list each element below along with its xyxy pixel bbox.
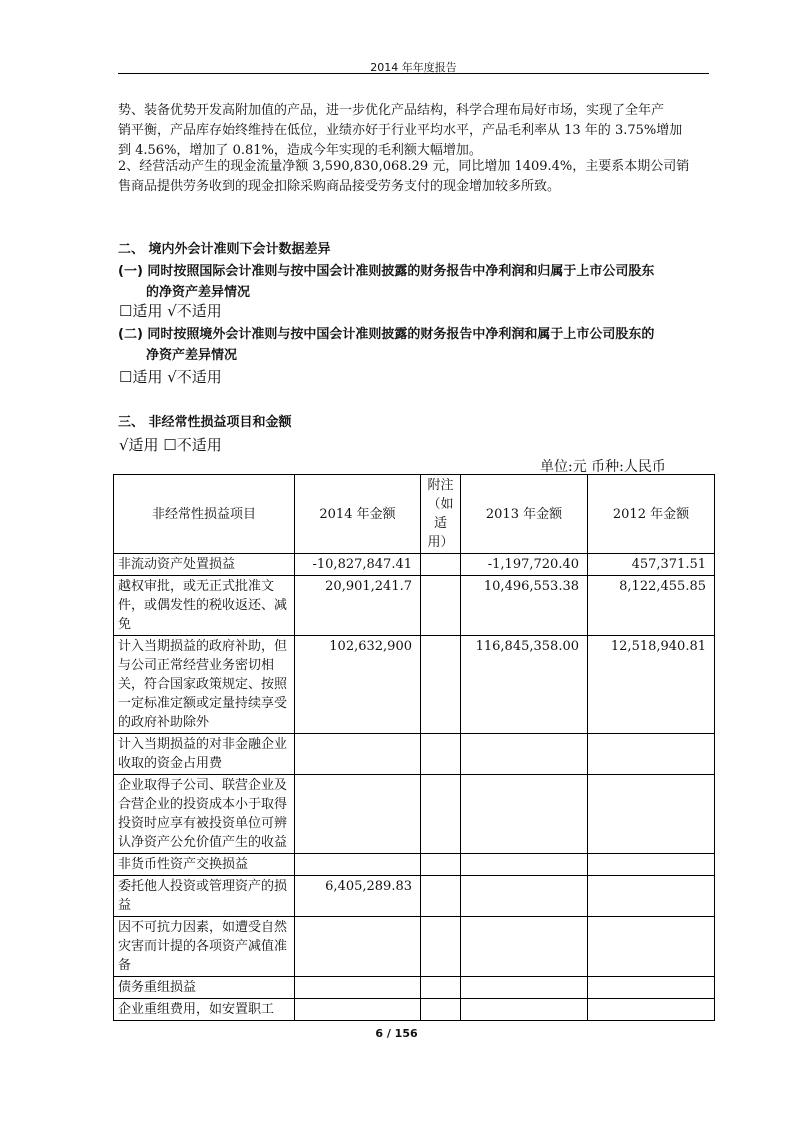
sub1-applicability: ☐适用 √不适用 <box>119 302 222 320</box>
cell-2012 <box>588 775 715 854</box>
col-header-note: 附注（如适用） <box>421 475 461 554</box>
cell-note <box>421 775 461 854</box>
cell-2012 <box>588 999 715 1021</box>
row-item: 计入当期损益的对非金融企业收取的资金占用费 <box>114 734 295 775</box>
cell-2012 <box>588 917 715 977</box>
cell-2012 <box>588 977 715 999</box>
cell-2013 <box>461 775 588 854</box>
row-item: 委托他人投资或管理资产的损益 <box>114 876 295 917</box>
cell-2013 <box>461 734 588 775</box>
cell-note <box>421 977 461 999</box>
unit-currency-label: 单位:元 币种:人民币 <box>540 459 666 475</box>
section2-sub2-heading <box>118 324 718 366</box>
cell-2014: 6,405,289.83 <box>295 876 421 917</box>
page-number: 6 / 156 <box>375 1027 418 1040</box>
table-row <box>114 854 715 876</box>
cell-2012: 12,518,940.81 <box>588 636 715 734</box>
row-item: 企业重组费用，如安置职工 <box>114 999 295 1021</box>
row-item: 企业取得子公司、联营企业及合营企业的投资成本小于取得投资时应享有被投资单位可辨认净资产公允价值产生的收益 <box>114 775 295 854</box>
cell-note <box>421 554 461 576</box>
sub1-line: 的净资产差异情况 <box>146 285 251 300</box>
row-item: 非流动资产处置损益 <box>114 554 295 576</box>
table-row <box>114 977 715 999</box>
cell-2013: 116,845,358.00 <box>461 636 588 734</box>
cell-2014 <box>295 775 421 854</box>
row-item: 债务重组损益 <box>114 977 295 999</box>
cell-2013 <box>461 917 588 977</box>
cell-2013 <box>461 999 588 1021</box>
cell-note <box>421 636 461 734</box>
cell-2012: 457,371.51 <box>588 554 715 576</box>
table-row <box>114 775 715 854</box>
body-paragraph-2 <box>118 157 714 197</box>
cell-2014 <box>295 734 421 775</box>
cell-note <box>421 576 461 636</box>
cell-2013 <box>461 854 588 876</box>
sub2-line: 净资产差异情况 <box>146 348 238 363</box>
col-header-2014: 2014 年金额 <box>295 475 421 554</box>
col-header-item: 非经常性损益项目 <box>114 475 295 554</box>
cell-note <box>421 854 461 876</box>
cell-2012 <box>588 854 715 876</box>
section2-heading: 二、 境内外会计准则下会计数据差异 <box>118 242 331 257</box>
section3-heading: 三、 非经常性损益项目和金额 <box>118 415 292 430</box>
para2-line: 2、经营活动产生的现金流量净额 3,590,830,068.29 元，同比增加 1409.4%，主要系本期公司销 <box>118 159 690 174</box>
table-row <box>114 734 715 775</box>
row-item: 计入当期损益的政府补助，但与公司正常经营业务密切相关，符合国家政策规定、按照一定标准定额或定量持续享受的政府补助除外 <box>114 636 295 734</box>
cell-2012 <box>588 734 715 775</box>
cell-2014 <box>295 977 421 999</box>
sub2-applicability: ☐适用 √不适用 <box>119 368 222 386</box>
para1-line: 到 4.56%，增加了 0.81%，造成今年实现的毛利额大幅增加。 <box>118 143 482 158</box>
body-paragraph-1 <box>118 101 714 161</box>
cell-2013 <box>461 876 588 917</box>
non-recurring-gains-table <box>113 474 715 1021</box>
cell-2012: 8,122,455.85 <box>588 576 715 636</box>
cell-2013: -1,197,720.40 <box>461 554 588 576</box>
section2-sub1-heading <box>118 261 718 303</box>
table-row <box>114 554 715 576</box>
page-header-title: 2014 年年度报告 <box>370 61 457 74</box>
cell-2013 <box>461 977 588 999</box>
header-divider <box>118 73 709 74</box>
sub1-line: (一) 同时按照国际会计准则与按中国会计准则披露的财务报告中净利润和归属于上市公司股东 <box>118 264 655 279</box>
cell-2012 <box>588 876 715 917</box>
cell-2014 <box>295 999 421 1021</box>
cell-note <box>421 876 461 917</box>
table-row <box>114 999 715 1021</box>
cell-2014 <box>295 854 421 876</box>
table-header-row <box>114 475 715 554</box>
cell-note <box>421 917 461 977</box>
row-item: 因不可抗力因素，如遭受自然灾害而计提的各项资产减值准备 <box>114 917 295 977</box>
col-header-2013: 2013 年金额 <box>461 475 588 554</box>
sub2-line: (二) 同时按照境外会计准则与按中国会计准则披露的财务报告中净利润和属于上市公司股东的 <box>118 327 655 342</box>
table-row <box>114 917 715 977</box>
cell-2014: 20,901,241.7 <box>295 576 421 636</box>
col-header-2012: 2012 年金额 <box>588 475 715 554</box>
table-row <box>114 576 715 636</box>
para1-line: 势、装备优势开发高附加值的产品，进一步优化产品结构，科学合理布局好市场，实现了全年产 <box>118 103 665 118</box>
section3-applicability: √适用 ☐不适用 <box>119 436 222 454</box>
table-row <box>114 636 715 734</box>
row-item: 非货币性资产交换损益 <box>114 854 295 876</box>
cell-2014: 102,632,900 <box>295 636 421 734</box>
para2-line: 售商品提供劳务收到的现金扣除采购商品接受劳务支付的现金增加较多所致。 <box>118 179 561 194</box>
cell-2013: 10,496,553.38 <box>461 576 588 636</box>
row-item: 越权审批，或无正式批准文件，或偶发性的税收返还、减免 <box>114 576 295 636</box>
cell-2014: -10,827,847.41 <box>295 554 421 576</box>
cell-note <box>421 734 461 775</box>
table-row <box>114 876 715 917</box>
cell-note <box>421 999 461 1021</box>
para1-line: 销平衡，产品库存始终维持在低位，业绩亦好于行业平均水平，产品毛利率从 13 年的 3.75%增加 <box>118 123 683 138</box>
cell-2014 <box>295 917 421 977</box>
